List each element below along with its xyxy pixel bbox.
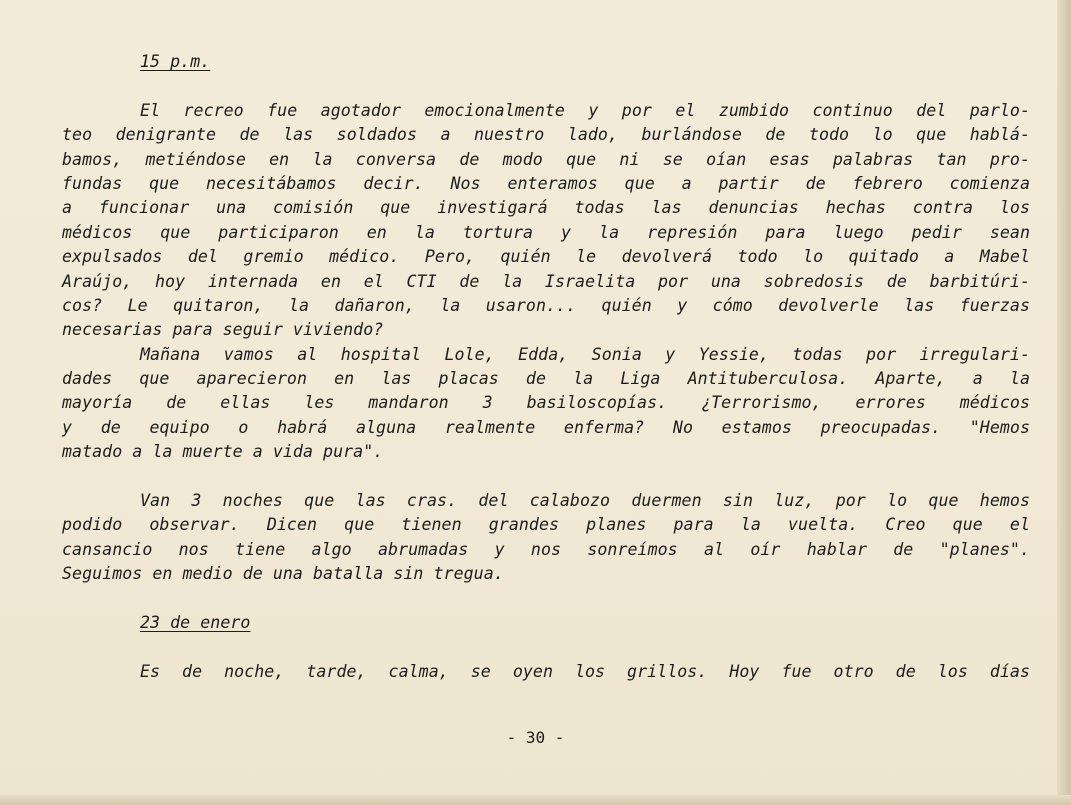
- para1-line: médicos que participaron en la tortura y la represión para luego pedir sean: [62, 222, 1030, 242]
- page-number: - 30 -: [506, 728, 565, 747]
- document-body: [62, 50, 1030, 684]
- para3-line: cansancio nos tiene algo abrumadas y nos sonreímos al oír hablar de "planes".: [62, 539, 1030, 559]
- para2-line: Mañana vamos al hospital Lole, Edda, Sonia y Yessie, todas por irregulari-: [140, 344, 1030, 364]
- para4-line: Es de noche, tarde, calma, se oyen los grillos. Hoy fue otro de los días: [140, 661, 1030, 681]
- para2-line: y de equipo o habrá alguna realmente enferma? No estamos preocupadas. "Hemos: [62, 417, 1030, 437]
- para3-line: podido observar. Dicen que tienen grandes planes para la vuelta. Creo que el: [62, 515, 1030, 535]
- para2-line: dades que aparecieron en las placas de la Liga Antituberculosa. Aparte, a la: [62, 369, 1030, 389]
- para1-line: cos? Le quitaron, la dañaron, la usaron... quién y cómo devolverle las fuerzas: [62, 295, 1030, 315]
- spacer: [62, 74, 1030, 98]
- heading-date-text: 23 de enero: [140, 612, 251, 632]
- para1-line: teo denigrante de las soldados a nuestro lado, burlándose de todo lo que hablá-: [62, 125, 1030, 145]
- para3-line: Van 3 noches que las cras. del calabozo duermen sin luz, por lo que hemos: [140, 491, 1030, 511]
- para1-line: a funcionar una comisión que investigará todas las denuncias hechas contra los: [62, 198, 1030, 218]
- para2-line: matado a la muerte a vida pura".: [62, 442, 384, 462]
- heading-time-text: 15 p.m.: [140, 52, 211, 71]
- para2-line: mayoría de ellas les mandaron 3 basiloscopías. ¿Terrorismo, errores médicos: [62, 393, 1030, 413]
- heading-time: [62, 50, 1030, 74]
- para1-line: necesarias para seguir viviendo?: [62, 320, 384, 340]
- para3-line: Seguimos en medio de una batalla sin tregua.: [62, 564, 504, 584]
- para1-line: El recreo fue agotador emocionalmente y por el zumbido continuo del parlo-: [140, 100, 1030, 120]
- para1-line: bamos, metiéndose en la conversa de modo que ni se oían esas palabras tan pro-: [62, 149, 1030, 169]
- page-edge-bottom: [0, 795, 1071, 805]
- spacer: [62, 587, 1030, 611]
- para1-line: expulsados del gremio médico. Pero, quién le devolverá todo lo quitado a Mabel: [62, 247, 1030, 267]
- spacer: [62, 635, 1030, 659]
- para1-line: Araújo, hoy internada en el CTI de la Israelita por una sobredosis de barbitúri-: [62, 271, 1030, 291]
- page-edge-right: [1057, 0, 1071, 805]
- spacer: [62, 465, 1030, 489]
- para1-line: fundas que necesitábamos decir. Nos enteramos que a partir de febrero comienza: [62, 173, 1030, 193]
- heading-date: [62, 611, 1030, 635]
